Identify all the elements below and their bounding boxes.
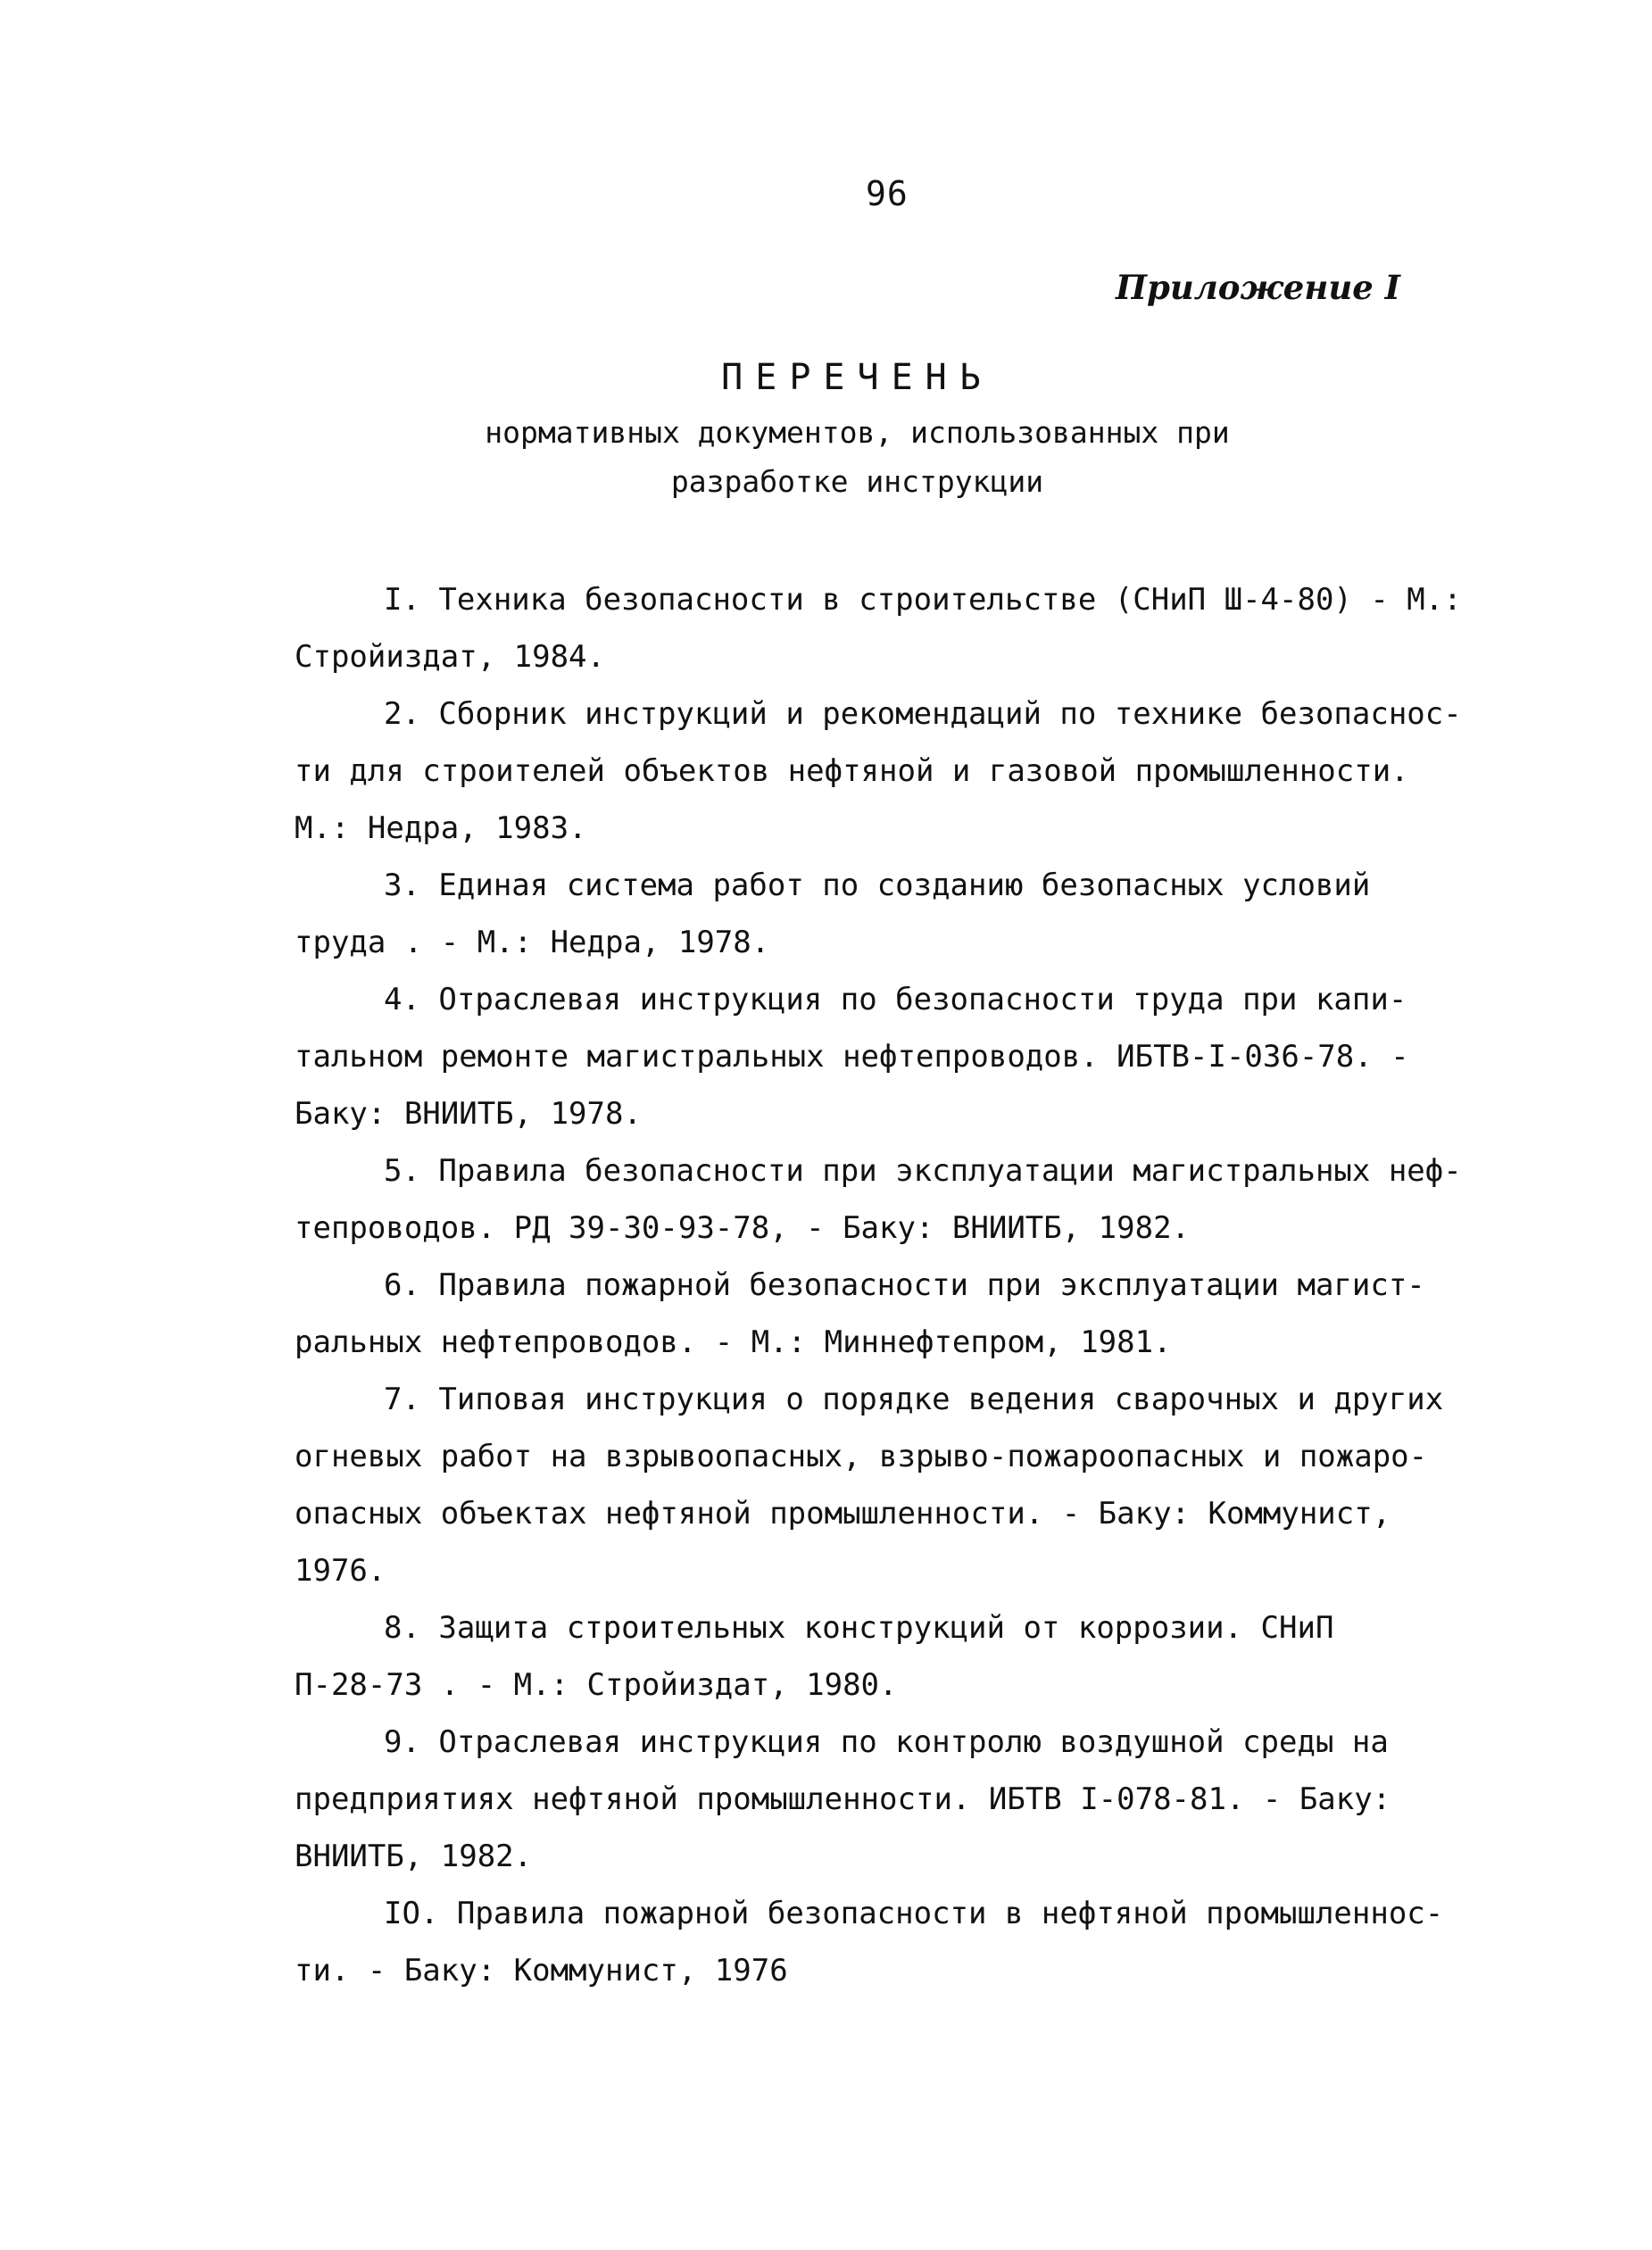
entry-line: труда . - М.: Недра, 1978. (295, 925, 770, 960)
entry-line: П-28-73 . - М.: Стройиздат, 1980. (295, 1667, 898, 1703)
entry-line: 2. Сборник инструкций и рекомендаций по технике безопаснос- (384, 696, 1462, 732)
entry-line: 7. Типовая инструкция о порядке ведения сварочных и других (384, 1382, 1444, 1417)
reference-entry-6 (295, 1257, 1455, 1371)
entry-line: предприятиях нефтяной промышленности. ИБТВ I-078-81. - Баку: (295, 1781, 1391, 1817)
reference-entry-3 (295, 857, 1455, 971)
entry-line: IO. Правила пожарной безопасности в нефтяной промышленнос- (384, 1896, 1444, 1931)
entry-line: опасных объектах нефтяной промышленности. - Баку: Коммунист, (295, 1496, 1391, 1532)
entry-line: I. Техника безопасности в строительстве (СНиП Ш-4-80) - М.: (384, 582, 1462, 618)
document-title: ПЕРЕЧЕНЬ (721, 357, 993, 398)
entry-line: 6. Правила пожарной безопасности при эксплуатации магист- (384, 1267, 1425, 1303)
entry-line: Стройиздат, 1984. (295, 639, 605, 675)
entry-line: ти для строителей объектов нефтяной и газовой промышленности. (295, 753, 1409, 789)
document-subtitle-line-2: разработке инструкции (670, 464, 1044, 499)
entry-line: 4. Отраслевая инструкция по безопасности труда при капи- (384, 982, 1407, 1017)
entry-line: ральных нефтепроводов. - М.: Миннефтепром, 1981. (295, 1324, 1172, 1360)
entry-line: М.: Недра, 1983. (295, 810, 587, 846)
reference-entry-4 (295, 971, 1455, 1142)
reference-entry-5 (295, 1142, 1462, 1257)
appendix-label: Приложение I (1116, 268, 1400, 307)
entry-line: тальном ремонте магистральных нефтепроводов. ИБТВ-I-036-78. - (295, 1039, 1409, 1075)
entry-line: 5. Правила безопасности при эксплуатации магистральных неф- (384, 1153, 1462, 1189)
reference-entry-7 (295, 1371, 1455, 1599)
document-subtitle-line-1: нормативных документов, использованных при (485, 415, 1230, 450)
reference-list (295, 571, 1462, 1999)
entry-line: 9. Отраслевая инструкция по контролю воздушной среды на (384, 1724, 1389, 1760)
entry-line: Баку: ВНИИТБ, 1978. (295, 1096, 642, 1132)
entry-line: тепроводов. РД 39-30-93-78, - Баку: ВНИИТБ, 1982. (295, 1210, 1191, 1246)
entry-line: 8. Защита строительных конструкций от коррозии. СНиП (384, 1610, 1334, 1646)
reference-entry-2 (295, 685, 1462, 857)
entry-line: огневых работ на взрывоопасных, взрыво-пожароопасных и пожаро- (295, 1439, 1428, 1474)
page-number: 96 (866, 174, 909, 213)
entry-line: ВНИИТБ, 1982. (295, 1839, 533, 1874)
reference-entry-9 (295, 1714, 1455, 1885)
reference-entry-10 (295, 1885, 1455, 1999)
entry-line: 1976. (295, 1553, 386, 1589)
reference-entry-1 (295, 571, 1462, 685)
reference-entry-8 (295, 1599, 1455, 1714)
entry-line: ти. - Баку: Коммунист, 1976 (295, 1953, 788, 1988)
entry-line: 3. Единая система работ по созданию безопасных условий (384, 868, 1371, 903)
